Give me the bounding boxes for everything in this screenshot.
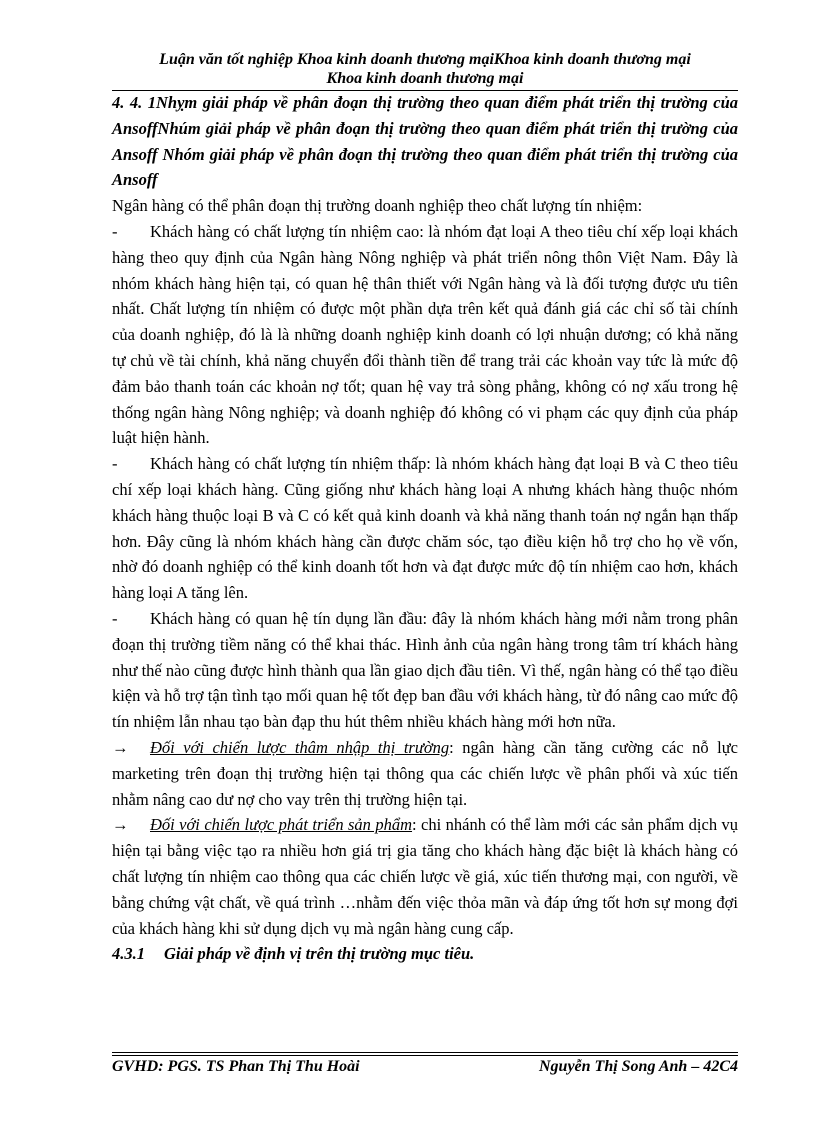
- subsection-heading: [112, 941, 738, 967]
- footer-supervisor: GVHD: PGS. TS Phan Thị Thu Hoài: [112, 1058, 360, 1075]
- intro-paragraph: Ngân hàng có thể phân đoạn thị trường doanh nghiệp theo chất lượng tín nhiệm:: [112, 196, 643, 216]
- arrow-icon: →: [112, 737, 129, 757]
- footer-divider: [112, 1052, 738, 1053]
- header-line-1: Luận văn tốt nghiệp Khoa kinh doanh thương mạiKhoa kinh doanh thương mại: [159, 51, 691, 68]
- footer-author: Nguyễn Thị Song Anh – 42C4: [538, 1058, 738, 1075]
- strategy-item: [112, 812, 738, 941]
- section-heading: 4. 4. 1Nhỵm giải pháp về phân đoạn thị trường theo quan điểm phát triển thị trường của AnsoffNhúm giải pháp về phân đoạn thị trường theo quan điểm phát triển thị trường của Ansoff Nhóm giải pháp về phân đoạn thị trường theo quan điểm phát triển thị trường của Ansoff: [112, 93, 738, 190]
- list-marker: -: [112, 454, 118, 474]
- page-body: [112, 90, 738, 967]
- list-item: [112, 219, 738, 451]
- list-marker: -: [112, 221, 118, 241]
- subsection-title: Giải pháp về định vị trên thị trường mục tiêu.: [164, 944, 475, 964]
- footer-divider: [112, 1055, 738, 1056]
- subsection-number: 4.3.1: [112, 944, 145, 964]
- strategy-title: Đối với chiến lược thâm nhập thị trường: [150, 737, 450, 757]
- strategy-text: : ngân hàng cần tăng cường các nỗ lực marketing trên đoạn thị trường hiện tại thông qua các chiến lược về phân phối và xúc tiến nhằm nâng cao dư nợ cho vay trên thị trường hiện tại.: [112, 737, 738, 809]
- list-item-text: Khách hàng có chất lượng tín nhiệm cao: là nhóm đạt loại A theo tiêu chí xếp loại khách hàng theo quy định của Ngân hàng Nông nghiệp và phát triển nông thôn Việt Nam. Đây là nhóm khách hàng hiện tại, có quan hệ thân thiết với Ngân hàng và là đối tượng được ưu tiên nhất. Chất lượng tín nhiệm có được một phần dựa trên kết quả đánh giá các chỉ số tài chính của doanh nghiệp, đó là là những doanh nghiệp kinh doanh có lợi nhuận dương; có khả năng tự chủ về tài chính, khả năng chuyển đổi thành tiền để trang trải các khoản vay tức là mức độ đảm bảo thanh toán các khoản nợ tốt; quan hệ vay trả sòng phẳng, không có nợ xấu trong hệ thống ngân hàng Nông nghiệp; và doanh nghiệp đó không có vi phạm các quy định của pháp luật hiện hành.: [112, 221, 738, 448]
- strategy-item: [112, 735, 738, 812]
- page-header: [112, 50, 738, 88]
- strategy-text: : chi nhánh có thể làm mới các sản phẩm dịch vụ hiện tại bằng việc tạo ra nhiều hơn giá trị gia tăng cho khách hàng đặc biệt là khách hàng có chất lượng tín nhiệm cao thông qua các chiến lược về giá, xúc tiến thương mại, con người, về bằng chứng vật chất, về quá trình …nhằm đến việc thỏa mãn và đáp ứng tốt hơn sự mong đợi của khách hàng khi sử dụng dịch vụ mà ngân hàng cung cấp.: [112, 815, 738, 938]
- strategy-title: Đối với chiến lược phát triển sản phẩm: [150, 815, 413, 835]
- list-marker: -: [112, 608, 118, 628]
- list-item: [112, 451, 738, 606]
- list-item-text: Khách hàng có chất lượng tín nhiệm thấp: là nhóm khách hàng đạt loại B và C theo tiêu chí xếp loại khách hàng. Cũng giống như khách hàng loại A nhưng khách hàng thuộc nhóm khách hàng thuộc loại B và C có kết quả kinh doanh và khả năng thanh toán nợ ngắn hạn thấp hơn. Đây cũng là nhóm khách hàng cần được chăm sóc, tạo điều kiện hỗ trợ cho họ về vốn, nhờ đó doanh nghiệp có thể kinh doanh tốt hơn và đạt được mức độ tín nhiệm cao hơn, khách hàng loại A tăng lên.: [112, 454, 738, 603]
- list-item-text: Khách hàng có quan hệ tín dụng lần đầu: đây là nhóm khách hàng mới nằm trong phân đoạn thị trường tiềm năng có thể khai thác. Hình ảnh của ngân hàng trong tâm trí khách hàng như thế nào cũng được hình thành qua lần giao dịch đầu tiên. Vì thế, ngân hàng có thể tạo điều kiện và hỗ trợ tận tình tạo mối quan hệ tốt đẹp ban đầu với khách hàng, từ đó nâng cao mức độ tín nhiệm lẫn nhau tạo bàn đạp thu hút thêm nhiều khách hàng mới hơn nữa.: [112, 608, 738, 732]
- header-line-2: Khoa kinh doanh thương mại: [326, 70, 524, 87]
- list-item: [112, 606, 738, 735]
- arrow-icon: →: [112, 815, 129, 835]
